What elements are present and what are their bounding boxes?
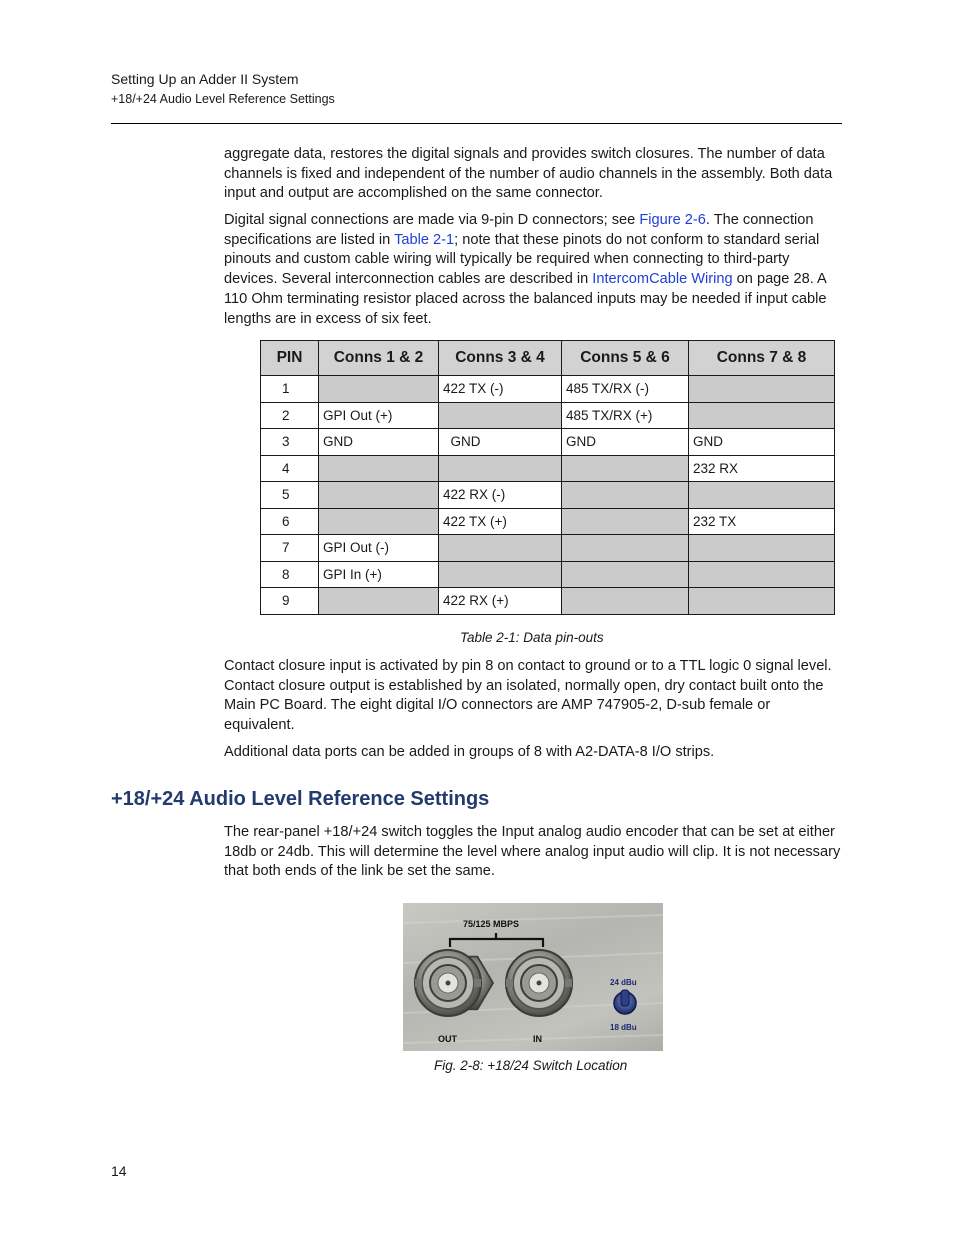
table-header-row xyxy=(261,341,835,376)
cell-conns-3-4: 422 TX (-) xyxy=(439,376,562,403)
intercom-cable-wiring-link[interactable]: IntercomCable Wiring xyxy=(592,271,733,288)
cell-pin: 1 xyxy=(261,376,319,403)
header-conns-3-4: Conns 3 & 4 xyxy=(439,341,562,376)
paragraph-additional-ports xyxy=(224,743,842,763)
paragraph-switch xyxy=(224,823,842,882)
paragraph-aggregate-data xyxy=(224,145,842,204)
data-pinout-table xyxy=(260,340,835,615)
bracket-line xyxy=(450,933,543,947)
figure-2-6-link[interactable]: Figure 2-6 xyxy=(639,212,706,228)
header-rule xyxy=(111,123,842,124)
cell-conns-7-8: 232 TX xyxy=(689,508,835,535)
cell-conns-5-6 xyxy=(562,455,689,482)
paragraph-text: The rear-panel +18/+24 switch toggles the Input analog audio encoder that can be set at either 18db or 24db. This will determine the level where analog input audio will clip. It is not necessary that both ends of the link be set the same. xyxy=(224,824,841,880)
dbu18-label: 18 dBu xyxy=(610,1023,637,1032)
table-row xyxy=(261,376,835,403)
cell-conns-7-8 xyxy=(689,535,835,562)
cell-conns-1-2: GPI Out (+) xyxy=(319,402,439,429)
text-run: Digital signal connections are made via 9-pin D connectors; see xyxy=(224,212,640,228)
table-row xyxy=(261,429,835,456)
cell-conns-5-6 xyxy=(562,508,689,535)
cell-conns-7-8 xyxy=(689,482,835,509)
table-row xyxy=(261,561,835,588)
paragraph-digital-signal xyxy=(224,211,842,329)
figure-caption: Fig. 2-8: +18/24 Switch Location xyxy=(434,1058,628,1073)
cell-pin: 9 xyxy=(261,588,319,615)
header-conns-5-6: Conns 5 & 6 xyxy=(562,341,689,376)
cell-conns-7-8 xyxy=(689,402,835,429)
table-row xyxy=(261,402,835,429)
cell-conns-1-2 xyxy=(319,482,439,509)
cell-pin: 5 xyxy=(261,482,319,509)
cell-conns-5-6: 485 TX/RX (+) xyxy=(562,402,689,429)
cell-conns-1-2 xyxy=(319,376,439,403)
cell-conns-3-4 xyxy=(439,561,562,588)
cell-conns-7-8 xyxy=(689,561,835,588)
bnc-in-connector xyxy=(506,950,572,1016)
header-pin: PIN xyxy=(261,341,319,376)
dbu24-label: 24 dBu xyxy=(610,978,637,987)
cell-conns-5-6 xyxy=(562,561,689,588)
switch-location-photo xyxy=(403,903,663,1051)
running-header-section: Setting Up an Adder II System xyxy=(111,71,299,87)
text-run: ; note that these pinots do not conform to standard serial pinouts and custom cable wiring will typically be required when connecting to third-party devices. Several interconnection cables are described in xyxy=(224,231,820,288)
cell-pin: 4 xyxy=(261,455,319,482)
table-row xyxy=(261,455,835,482)
cell-conns-7-8: 232 RX xyxy=(689,455,835,482)
text-run: . The connection specifications are listed in xyxy=(224,212,814,248)
cell-conns-1-2 xyxy=(319,455,439,482)
table-row xyxy=(261,508,835,535)
mbps-label: 75/125 MBPS xyxy=(463,919,520,929)
rear-panel-illustration xyxy=(403,903,663,1051)
cell-conns-1-2: GPI Out (-) xyxy=(319,535,439,562)
text-run: on page 28. A 110 Ohm terminating resistor placed across the balanced inputs may be needed if input cable lengths are in excess of six feet. xyxy=(224,271,827,327)
cell-pin: 6 xyxy=(261,508,319,535)
cell-conns-7-8: GND xyxy=(689,429,835,456)
running-header-subsection: +18/+24 Audio Level Reference Settings xyxy=(111,92,335,106)
cell-conns-5-6: GND xyxy=(562,429,689,456)
cell-pin: 8 xyxy=(261,561,319,588)
cell-conns-3-4 xyxy=(439,402,562,429)
table-2-1-link[interactable]: Table 2-1 xyxy=(394,231,455,248)
table-row xyxy=(261,482,835,509)
table-row xyxy=(261,535,835,562)
paragraph-text: aggregate data, restores the digital signals and provides switch closures. The number of data channels is fixed and independent of the number of audio channels in the assembly. Both data input and output are accomplished on the same connector. xyxy=(224,146,833,202)
cell-conns-5-6 xyxy=(562,482,689,509)
level-toggle-switch xyxy=(614,990,636,1014)
out-label: OUT xyxy=(438,1034,457,1044)
section-heading: +18/+24 Audio Level Reference Settings xyxy=(111,788,490,810)
cell-conns-1-2 xyxy=(319,508,439,535)
cell-conns-1-2 xyxy=(319,588,439,615)
cell-conns-5-6 xyxy=(562,535,689,562)
cell-conns-3-4 xyxy=(439,455,562,482)
cell-conns-5-6: 485 TX/RX (-) xyxy=(562,376,689,403)
cell-conns-3-4: GND xyxy=(439,429,562,456)
cell-conns-5-6 xyxy=(562,588,689,615)
header-conns-1-2: Conns 1 & 2 xyxy=(319,341,439,376)
cell-pin: 2 xyxy=(261,402,319,429)
in-label: IN xyxy=(533,1034,542,1044)
cell-pin: 3 xyxy=(261,429,319,456)
cell-conns-1-2: GND xyxy=(319,429,439,456)
cell-conns-7-8 xyxy=(689,588,835,615)
paragraph-text: Contact closure input is activated by pin 8 on contact to ground or to a TTL logic 0 signal level. Contact closure output is established by an isolated, normally open, dry contact built onto the Main PC Board. The eight digital I/O connectors are AMP 747905-2, D-sub female or equivalent. xyxy=(224,658,832,734)
table-caption: Table 2-1: Data pin-outs xyxy=(460,630,604,645)
cell-conns-3-4: 422 RX (+) xyxy=(439,588,562,615)
cell-conns-3-4: 422 RX (-) xyxy=(439,482,562,509)
cell-conns-3-4: 422 TX (+) xyxy=(439,508,562,535)
paragraph-text xyxy=(224,211,842,329)
cell-pin: 7 xyxy=(261,535,319,562)
cell-conns-7-8 xyxy=(689,376,835,403)
cell-conns-3-4 xyxy=(439,535,562,562)
cell-conns-1-2: GPI In (+) xyxy=(319,561,439,588)
header-conns-7-8: Conns 7 & 8 xyxy=(689,341,835,376)
paragraph-text: Additional data ports can be added in groups of 8 with A2-DATA-8 I/O strips. xyxy=(224,744,715,760)
paragraph-contact-closure xyxy=(224,657,842,736)
page-number: 14 xyxy=(111,1163,127,1179)
table-row xyxy=(261,588,835,615)
